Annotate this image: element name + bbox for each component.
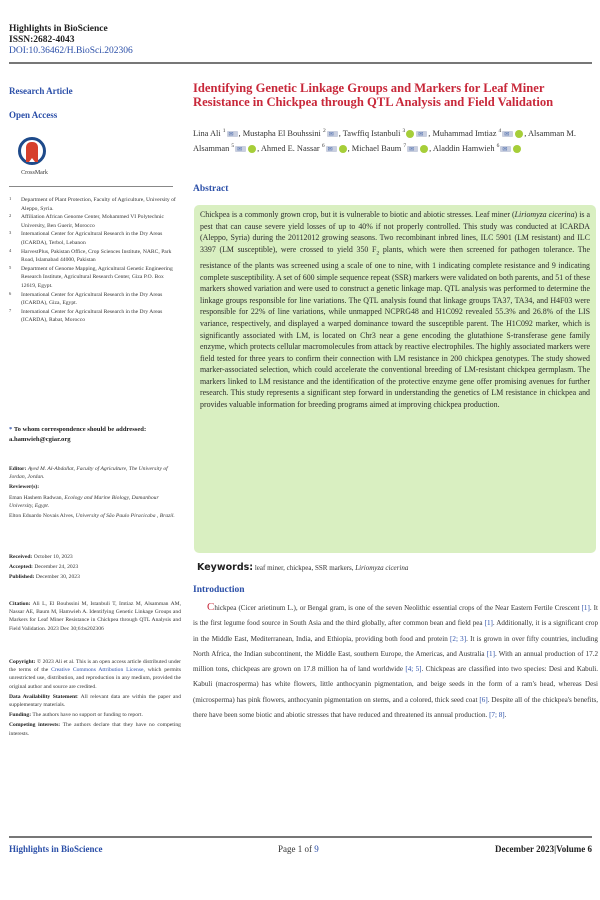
reference-link[interactable]: [7; 8] (489, 711, 505, 720)
reference-link[interactable]: [4; 5] (405, 665, 422, 674)
citation-info: Citation: Ali L, El Bouhssini M, Istanbuli T, Imtiaz M, Alsamman AM, Nassar AE, Baum M, Hamwieh A. Identifying Genetic Linkage Groups and Markers for Leaf Miner Resistance in Chickpea through QTL Analysis and Field Validation. 2023 Dec 30;6:bs202306 (9, 601, 181, 632)
keywords-label: Keywords: (197, 562, 254, 573)
article-type: Research Article (9, 86, 73, 96)
orcid-icon[interactable] (515, 130, 523, 138)
crossmark-ribbon-icon (26, 142, 38, 162)
footer-journal: Highlights in BioScience (9, 844, 103, 854)
dates-info: Received: October 10, 2023 Accepted: December 24, 2023 Published: December 30, 2023 (9, 554, 80, 581)
journal-header (9, 24, 133, 57)
correspondence-text[interactable]: To whom correspondence should be addressed: a.hamwieh@cgiar.org (9, 426, 147, 443)
received-date: October 10, 2023 (33, 554, 73, 560)
affiliations-list (9, 196, 179, 325)
crossmark-label: CrossMark (21, 170, 48, 176)
header-divider (9, 62, 592, 64)
issn: ISSN:2682-4043 (9, 35, 75, 45)
correspondence-note: * To whom correspondence should be addressed: a.hamwieh@cgiar.org (9, 426, 147, 443)
footer-issue: December 2023|Volume 6 (495, 844, 592, 854)
editor-info: Editor: Ayed M. Al-Abdallat, Faculty of Agriculture, The University of Jordan, Jordan. Reviewer(s): Eman Hashem Radwan, Ecology and Marine Biology, Damanhour University, Egypt. Elton Eduardo Novais Alves, University of São Paulo Piracicaba , Brazil. (9, 466, 175, 520)
affiliation-item: 7 International Center for Agricultural Research in the Dry Areas (ICARDA), Rabat, Morocco (9, 307, 163, 324)
author: Ahmed E. Nassar $^6$✉ (261, 144, 348, 153)
introduction-body: Chickpea (Cicer arietinum L.), or Bengal gram, is one of the seven Neolithic essential crops of the Near Eastern Fertile Crescent [1]. It is the first legume food source in South Asia and the third globally, after common bean and field pea [1]. Additionally, it is a significant crop in the Middle East, Mediterranean, India, and Ethiopia, providing both food and protein [2; 3]. It is grown in over fifty countries, including North Africa, the Indian subcontinent, the Middle East, southern Europe, the Americas, and Australia [1]. With an annual production of 17.2 million tons, chickpeas are grown on 17.8 million ha of land worldwide [4; 5]. Chickpeas are classified into two species: Desi and Kabuli. Kabuli (macrosperma) has white flowers, little anthocyanin pigmentation, and beige seeds in the form of a ram's head, whereas Desi (microsperma) has pink flowers, anthocyanin pigmentation on stems, and a colored, thick seed coat [6]. Despite all of the chickpea's benefits, there have been some biotic and abiotic stresses that have reduced and threatened its annual production. [7; 8]. (193, 601, 598, 720)
page-number: Page 1 of 9 (278, 844, 319, 854)
abstract-heading: Abstract (193, 184, 229, 194)
orcid-icon[interactable] (339, 145, 347, 153)
email-icon[interactable] (327, 131, 338, 137)
affiliation-item: 5 Department of Genome Mapping, Agricultural Genetic Engineering Research Institute, Agricultural Research Center, Giza P.O. Box 12619, Egypt. (9, 264, 173, 289)
author: Alsamman M. Alsamman $^5$✉ (193, 129, 576, 153)
open-access-label: Open Access (9, 110, 58, 120)
author: Michael Baum $^7$✉ (352, 144, 429, 153)
email-icon[interactable] (326, 146, 337, 152)
license-link[interactable]: Creative Commons Attribution License (51, 667, 144, 674)
author: Tawffiq Istanbuli $^3$✉ (343, 129, 428, 138)
crossmark-logo[interactable] (12, 137, 52, 183)
author: Muhammad Imtiaz $^4$✉ (432, 129, 524, 138)
reference-link[interactable]: [2; 3] (450, 634, 467, 643)
copyright-info: Copyright: © 2023 Ali et al. This is an open access article distributed under the terms of the Creative Commons Attribution License, which permits unrestricted use, distribution, and reproduction in any medium, provided the original author and source are credited. Data Availability Statement: All relevant data are within the paper and supplementary materials. Funding: The authors have no support or funding to report. Competing interests: The authors declare that they have no competing interests. (9, 659, 181, 737)
drop-cap: C (207, 601, 215, 613)
affiliation-item: 4 HarvestPlus, Pakistan Office, Crop Sciences Institute, NARC, Park Road, Islamabad 44000, Pakistan (9, 247, 172, 264)
reference-link[interactable]: [1] (486, 649, 495, 658)
email-icon[interactable] (227, 131, 238, 137)
reference-link[interactable]: [6] (479, 695, 488, 704)
author: Mustapha El Bouhssini $^2$✉ (243, 129, 339, 138)
affiliation-item: 6 International Center for Agricultural Research in the Dry Areas (ICARDA), Giza, Egypt. (9, 290, 163, 307)
orcid-icon[interactable] (420, 145, 428, 153)
email-icon[interactable] (235, 146, 246, 152)
abstract-body: Chickpea is a commonly grown crop, but it is vulnerable to biotic and abiotic stresses. Leaf miner (Liriomyza cicerina) is a pest that can cause severe yield losses of up to 40% if not properly controlled. This study was conducted at ICARDA (Aleppo, Syria) during the 20112012 growing seasons. Two recombinant inbred lines, ILC 5901 (LM resistant) and ILC 3397 (LM susceptible), were crossed to yield 350 $F_2$ plants, which were then screened for pathogen tolerance. The resistance of the plants was screened using a scale of one to nine, with 1 indicating complete resistance and 9 indicating complete susceptibility. A set of 600 simple sequence repeat (SSR) markers were validated on both parents, and 51 of these markers showed variation and were used to construct a genetic linkage map. QTL analysis was performed to determine the linkage groups responsible for line variations. The QTL analysis found that linkage groups TA37, TA34, and H4F03 were responsible for 22% of line variations, while unmapped NCPRG48 and H1C092 revealed 55.3% and 26.8% of the LIS variance, respectively, and displayed a warped dominance toward the susceptible parent. The H1C092 marker, which is significantly associated with LM, is located on Chr3 near a gene encoding the glutathione S-transferase gene family enzyme, which protects cellular macromolecules from attack by reactive electrophiles. The highly associated markers were field tested for three years to confirm their connection with LM resistance in 200 chickpea genotypes. The study showed marker-associated selection, which could accelerate the conventional breeding of LM-resistant chickpea germplasm. The markers linked to LM resistance and the identification of the protective enzyme gene offer promising avenues for further research. This study represents a significant step forward in understanding the genetics of LM resistance in chickpea and provides valuable information for breeding programs aimed at improving chickpea production. (194, 205, 596, 553)
left-divider (9, 186, 173, 187)
author: Lina Ali $^1$✉ (193, 129, 239, 138)
article-title: Identifying Genetic Linkage Groups and Markers for Leaf Miner Resistance in Chickpea through QTL Analysis and Field Validation (193, 81, 554, 109)
email-icon[interactable] (416, 131, 427, 137)
doi-link[interactable]: DOI:10.36462/H.BioSci.202306 (9, 46, 133, 56)
published-date: December 30, 2023 (35, 574, 80, 581)
email-icon[interactable] (502, 131, 513, 137)
orcid-icon[interactable] (248, 145, 256, 153)
affiliation-item: 1 Department of Plant Protection, Faculty of Agriculture, University of Aleppo, Syria. (9, 196, 176, 212)
accepted-date: December 24, 2023 (34, 564, 79, 571)
keywords: Keywords: leaf miner, chickpea, SSR markers, Liriomyza cicerina (197, 562, 409, 573)
reference-link[interactable]: [1] (484, 619, 493, 628)
email-icon[interactable] (500, 146, 511, 152)
introduction-heading: Introduction (193, 585, 245, 595)
author-list: Lina Ali $^1$✉ , Mustapha El Bouhssini $^2$✉ , Tawffiq Istanbuli $^3$✉ , Muhammad Imtiaz $^4$✉ , Alsamman M. Alsamman $^5$✉ , Ahmed E. Nassar $^6$✉ , Michael Baum $^7$✉ , Aladdin Hamwieh $^6$✉ (193, 125, 598, 156)
affiliation-item: 3 International Center for Agricultural Research in the Dry Areas (ICARDA), Terbol, Lebanon (9, 230, 163, 246)
reference-link[interactable]: [1] (581, 604, 590, 612)
orcid-icon[interactable] (513, 145, 521, 153)
footer-divider (9, 836, 592, 838)
journal-name: Highlights in BioScience (9, 24, 108, 34)
orcid-icon[interactable] (406, 130, 414, 138)
email-icon[interactable] (407, 146, 418, 152)
author: Aladdin Hamwieh $^6$✉ (433, 144, 522, 153)
affiliation-item: 2 Affiliation African Genome Center, Mohammed VI Polytechnic University, Ben Guerir, Morocco (9, 213, 164, 229)
